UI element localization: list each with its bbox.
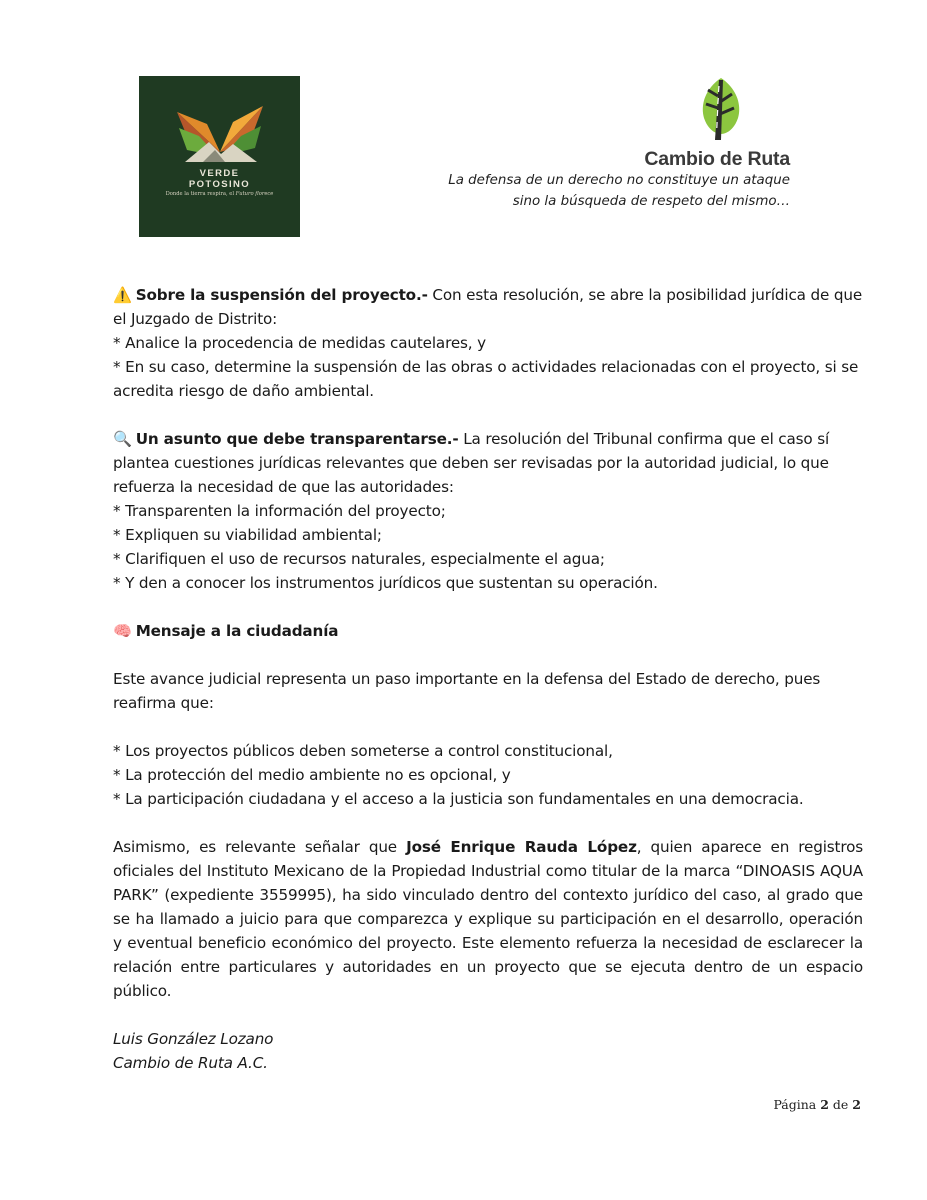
letter-body (113, 283, 863, 1075)
page-number: Página 2 de 2 (773, 1097, 861, 1112)
closing-paragraph: Asimismo, es relevante señalar que José Enrique Rauda López, quien aparece en registros oficiales del Instituto Mexicano de la Propiedad Industrial como titular de la marca “DINOASIS AQUA PARK” (expediente 3559995), ha sido vinculado dentro del contexto jurídico del caso, al grado que se ha llamado a juicio para que comparezca y explique su participación en el desarrollo, operación y eventual beneficio económico del proyecto. Este elemento refuerza la necesidad de esclarecer la relación entre particulares y autoridades en un proyecto que se ejecuta dentro de un espacio público. (113, 838, 863, 1000)
signature-name: Luis González Lozano (113, 1030, 274, 1048)
logo-name-line2: POTOSINO (188, 179, 251, 190)
list-item: * Clarifiquen el uso de recursos naturales, especialmente el agua; (113, 550, 605, 568)
leaf-road-icon (700, 74, 742, 144)
logo-name-line1: VERDE (199, 168, 240, 179)
cambio-de-ruta-name: Cambio de Ruta (644, 148, 790, 170)
suspension-title: Sobre la suspensión del proyecto.- (135, 286, 428, 304)
brain-icon: 🧠 (113, 622, 132, 640)
transparency-title: Un asunto que debe transparentarse.- (135, 430, 459, 448)
list-item: * Transparenten la información del proyecto; (113, 502, 446, 520)
list-item: * Expliquen su viabilidad ambiental; (113, 526, 382, 544)
list-item: * Y den a conocer los instrumentos jurídicos que sustentan su operación. (113, 574, 658, 592)
verde-potosino-logo (139, 76, 300, 237)
magnifier-icon: 🔍 (113, 430, 132, 448)
person-name: José Enrique Rauda López (406, 838, 637, 856)
suspension-paragraph: ⚠️ Sobre la suspensión del proyecto.- Con esta resolución, se abre la posibilidad jurídica de que el Juzgado de Distrito: (113, 283, 863, 331)
list-item: * Los proyectos públicos deben someterse a control constitucional, (113, 742, 613, 760)
warning-icon: ⚠️ (113, 286, 132, 304)
signature-org: Cambio de Ruta A.C. (113, 1054, 268, 1072)
cambio-de-ruta-slogan: La defensa de un derecho no constituye un ataque sino la búsqueda de respeto del mismo… (448, 173, 790, 209)
list-item: * En su caso, determine la suspensión de las obras o actividades relacionadas con el proyecto, si se acredita riesgo de daño ambiental. (113, 358, 859, 400)
list-item: * La protección del medio ambiente no es opcional, y (113, 766, 511, 784)
list-item: * Analice la procedencia de medidas cautelares, y (113, 334, 486, 352)
message-heading: 🧠 Mensaje a la ciudadanía (113, 619, 863, 643)
logo-tagline: Donde la tierra respira, el Futuro florece (165, 191, 274, 197)
butterfly-mountain-icon (177, 106, 263, 168)
message-intro: Este avance judicial representa un paso importante en la defensa del Estado de derecho, pues reafirma que: (113, 670, 821, 712)
list-item: * La participación ciudadana y el acceso a la justicia son fundamentales en una democracia. (113, 790, 804, 808)
transparency-paragraph: 🔍 Un asunto que debe transparentarse.- La resolución del Tribunal confirma que el caso sí plantea cuestiones jurídicas relevantes que deben ser revisadas por la autoridad judicial, lo que refuerza la necesidad de que las autoridades: (113, 427, 863, 499)
